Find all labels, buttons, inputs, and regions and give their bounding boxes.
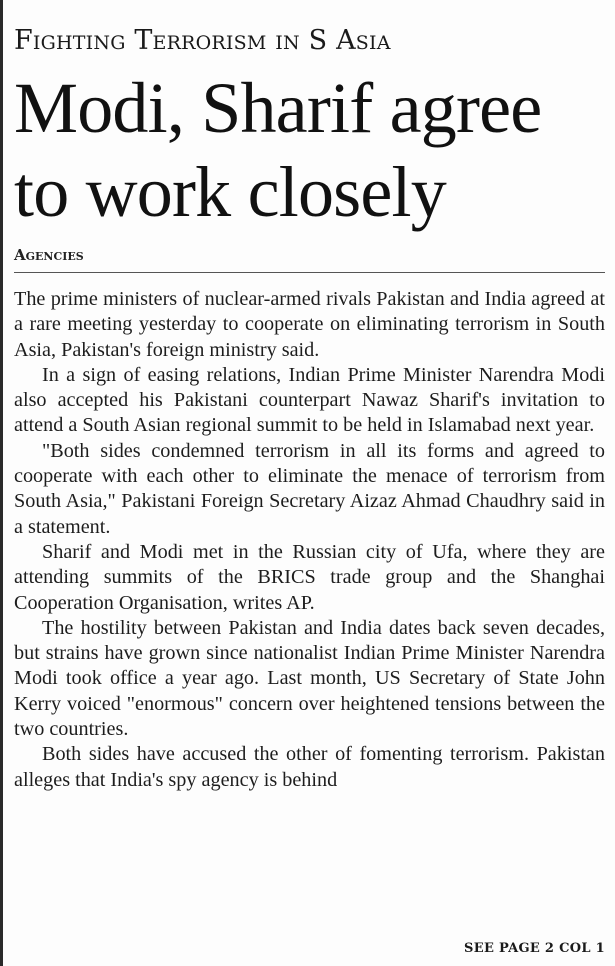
article-body [14, 287, 605, 793]
kicker: Fighting Terrorism in S Asia [14, 25, 391, 56]
article-paragraph: In a sign of easing relations, Indian Prime Minister Narendra Modi also accepted his Pakistani counterpart Nawaz Sharif's invitation to attend a South Asian regional summit to be held in Islamabad next year. [14, 363, 605, 437]
article-paragraph: The hostility between Pakistan and India dates back seven decades, but strains have grown since nationalist Indian Prime Minister Narendra Modi took office a year ago. Last month, US Secretary of State John Kerry voiced "enormous" concern over heightened tensions between the two countries. [14, 616, 605, 741]
byline: Agencies [14, 246, 84, 264]
byline-divider [14, 272, 605, 273]
column-rule [0, 0, 3, 966]
article-paragraph: The prime ministers of nuclear-armed rivals Pakistan and India agreed at a rare meeting yesterday to cooperate on eliminating terrorism in South Asia, Pakistan's foreign ministry said. [14, 288, 605, 361]
article-paragraph: Sharif and Modi met in the Russian city of Ufa, where they are attending summits of the BRICS trade group and the Shanghai Cooperation Organisation, writes AP. [14, 540, 605, 614]
article-paragraph: "Both sides condemned terrorism in all its forms and agreed to cooperate with each other to eliminate the menace of terrorism from South Asia," Pakistani Foreign Secretary Aizaz Ahmad Chaudhry said in a statement. [14, 439, 605, 538]
headline: Modi, Sharif agree to work closely [14, 68, 542, 232]
article-paragraph: Both sides have accused the other of fomenting terrorism. Pakistan alleges that India's spy agency is behind [14, 743, 605, 791]
article-block [14, 22, 605, 793]
continued-on-page-note: SEE PAGE 2 COL 1 [464, 941, 605, 956]
